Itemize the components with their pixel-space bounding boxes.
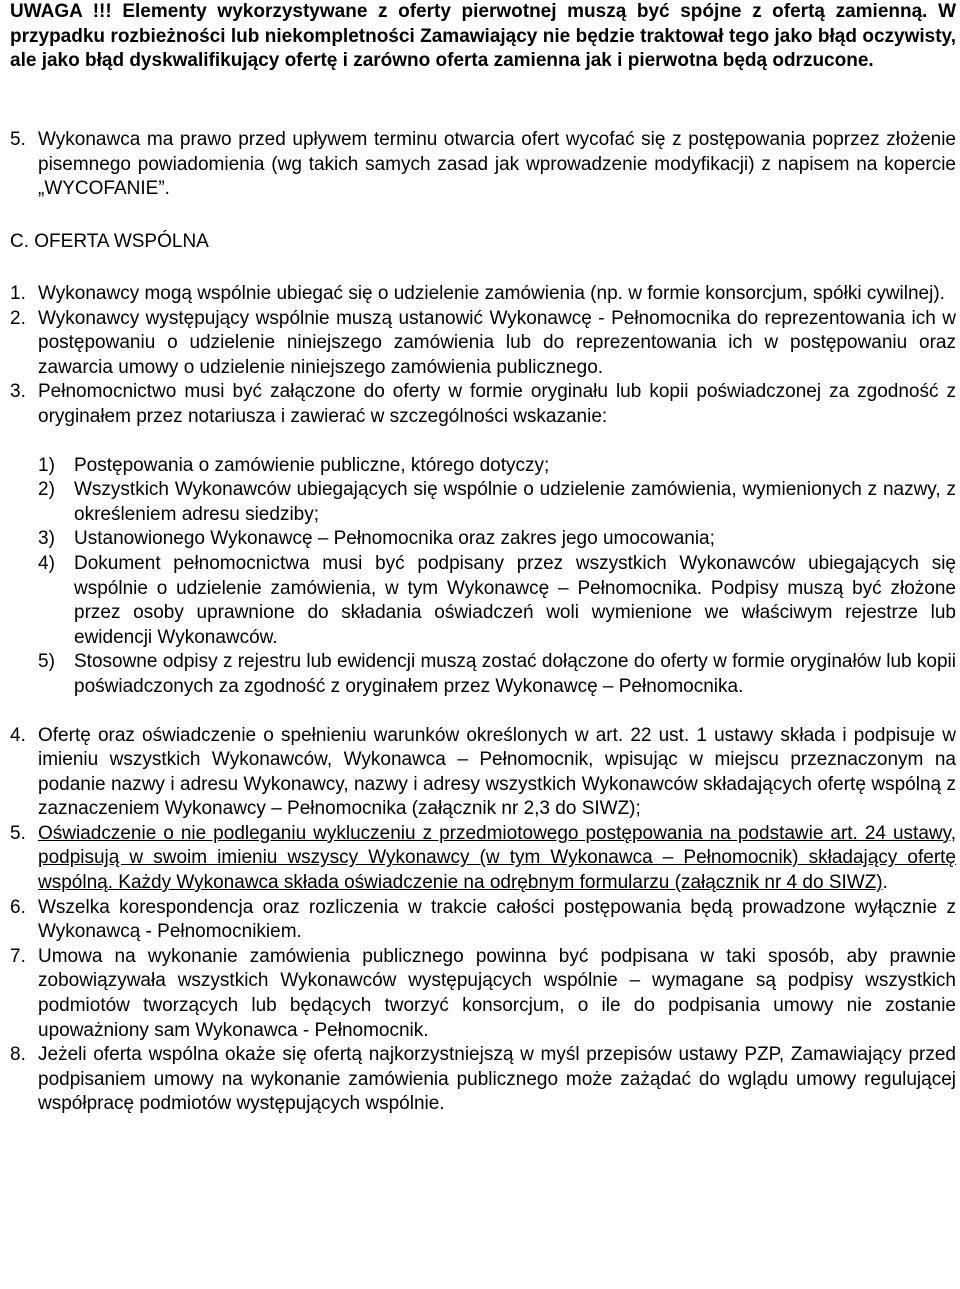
- sub-item: [38, 552, 956, 650]
- item-number: 2.: [10, 307, 26, 329]
- sub-item-number: 1): [38, 454, 55, 476]
- list-item: [10, 282, 956, 307]
- section-heading: C. OFERTA WSPÓLNA: [10, 231, 209, 252]
- sub-item-number: 5): [38, 651, 55, 673]
- item-number: 7.: [10, 945, 26, 967]
- item-number: 5.: [10, 822, 26, 844]
- sub-list: [38, 454, 956, 700]
- list-item: [10, 945, 956, 1043]
- list-item: [10, 380, 956, 429]
- paragraph-text: Wykonawca ma prawo przed upływem terminu otwarcia ofert wycofać się z postępowania poprzez złożenie pisemnego powiadomienia (wg takich samych zasad jak wprowadzenie modyfikacji) z napisem na kopercie „WYCOFANIE”.: [38, 129, 956, 200]
- warning-paragraph: UWAGA !!! Elementy wykorzystywane z oferty pierwotnej muszą być spójne z ofertą zamienną. W przypadku rozbieżności lub niekompletności Zamawiający nie będzie traktował tego jako błąd oczywisty, ale jako błąd dyskwalifikujący ofertę i zarówno oferta zamienna jak i pierwotna będą odrzucone.: [10, 1, 956, 72]
- sub-item: [38, 527, 956, 552]
- sub-item: [38, 478, 956, 527]
- sub-item-text: Postępowania o zamówienie publiczne, którego dotyczy;: [74, 454, 550, 476]
- sub-item-text: Dokument pełnomocnictwa musi być podpisany przez wszystkich Wykonawców ubiegających się wspólnie o udzielenie zamówienia, w tym Wykonawcę – Pełnomocnika. Podpisy muszą być złożone przez osoby uprawnione do składania oświadczeń woli wymienione we właściwym rejestrze lub ewidencji Wykonawców.: [74, 552, 956, 648]
- sub-item-number: 3): [38, 528, 55, 550]
- underlined-text: Oświadczenie o nie podleganiu wykluczeniu z przedmiotowego postępowania na podstawie art. 24 ustawy, podpisują w swoim imieniu wszyscy Wykonawcy (w tym Wykonawca – Pełnomocnik) składający ofertę wspólną. Każdy Wykonawca składa oświadczenie na odrębnym formularzu (załącznik nr 4 do SIWZ): [38, 822, 956, 894]
- item-number: 3.: [10, 381, 26, 403]
- sub-item-number: 4): [38, 552, 55, 574]
- paragraph-number: 5.: [10, 129, 26, 150]
- item-text: Umowa na wykonanie zamówienia publicznego powinna być podpisana w taki sposób, aby prawnie zobowiązywała wszystkich Wykonawców występujących wspólnie – wymagane są podpisy wszystkich podmiotów tworzących lub będących tworzyć konsorcjum, o ile do podpisania umowy nie zostanie upoważniony sam Wykonawca - Pełnomocnik.: [38, 945, 956, 1041]
- item-number: 8.: [10, 1044, 26, 1066]
- item-text: Jeżeli oferta wspólna okaże się ofertą najkorzystniejszą w myśl przepisów ustawy PZP, Zamawiający przed podpisaniem umowy na wykonanie zamówienia publicznego może zażądać do wglądu umowy regulującej współpracę podmiotów występujących wspólnie.: [38, 1044, 956, 1115]
- item-number: 4.: [10, 724, 26, 746]
- numbered-list: [10, 282, 956, 1117]
- item-text: Ofertę oraz oświadczenie o spełnieniu warunków określonych w art. 22 ust. 1 ustawy składa i podpisuje w imieniu wszystkich Wykonawców, Wykonawca – Pełnomocnik, wpisując w miejscu przeznaczonym na podanie nazwy i adresu Wykonawcy, nazwy i adresy wszystkich Wykonawców składających ofertę wspólną z zaznaczeniem Wykonawcy – Pełnomocnika (załącznik nr 2,3 do SIWZ);: [38, 724, 956, 820]
- item-number: 6.: [10, 896, 26, 918]
- list-item: [10, 1043, 956, 1117]
- item-tail: .: [882, 872, 888, 894]
- sub-item-text: Stosowne odpisy z rejestru lub ewidencji muszą zostać dołączone do oferty w formie oryginałów lub kopii poświadczonych za zgodność z oryginałem przez Wykonawcę – Pełnomocnika.: [74, 651, 956, 697]
- sub-item-text: Ustanowionego Wykonawcę – Pełnomocnika oraz zakres jego umocowania;: [74, 528, 715, 550]
- list-item: [10, 724, 956, 822]
- item-text: Pełnomocnictwo musi być załączone do oferty w formie oryginału lub kopii poświadczonej za zgodność z oryginałem przez notariusza i zawierać w szczególności wskazanie:: [38, 381, 956, 427]
- item-text: Wykonawcy występujący wspólnie muszą ustanowić Wykonawcę - Pełnomocnika do reprezentowania ich w postępowaniu o udzielenie niniejszego zamówienia lub do reprezentowania ich w postępowaniu oraz zawarcia umowy o udzielenie niniejszego zamówienia publicznego.: [38, 307, 956, 378]
- sub-item-text: Wszystkich Wykonawców ubiegających się wspólnie o udzielenie zamówienia, wymienionych z nazwy, z określeniem adresu siedziby;: [74, 479, 956, 525]
- paragraph-5: [10, 128, 956, 202]
- sub-item-number: 2): [38, 479, 55, 501]
- list-item: [10, 896, 956, 945]
- sub-item: [38, 650, 956, 699]
- item-text: Wykonawcy mogą wspólnie ubiegać się o udzielenie zamówienia (np. w formie konsorcjum, spółki cywilnej).: [38, 283, 945, 304]
- item-number: 1.: [10, 283, 26, 304]
- list-item: [10, 307, 956, 381]
- item-text: Wszelka korespondencja oraz rozliczenia w trakcie całości postępowania będą prowadzone wyłącznie z Wykonawcą - Pełnomocnikiem.: [38, 896, 956, 943]
- list-item: [10, 822, 956, 896]
- sub-item: [38, 454, 956, 479]
- item-text: [38, 822, 956, 896]
